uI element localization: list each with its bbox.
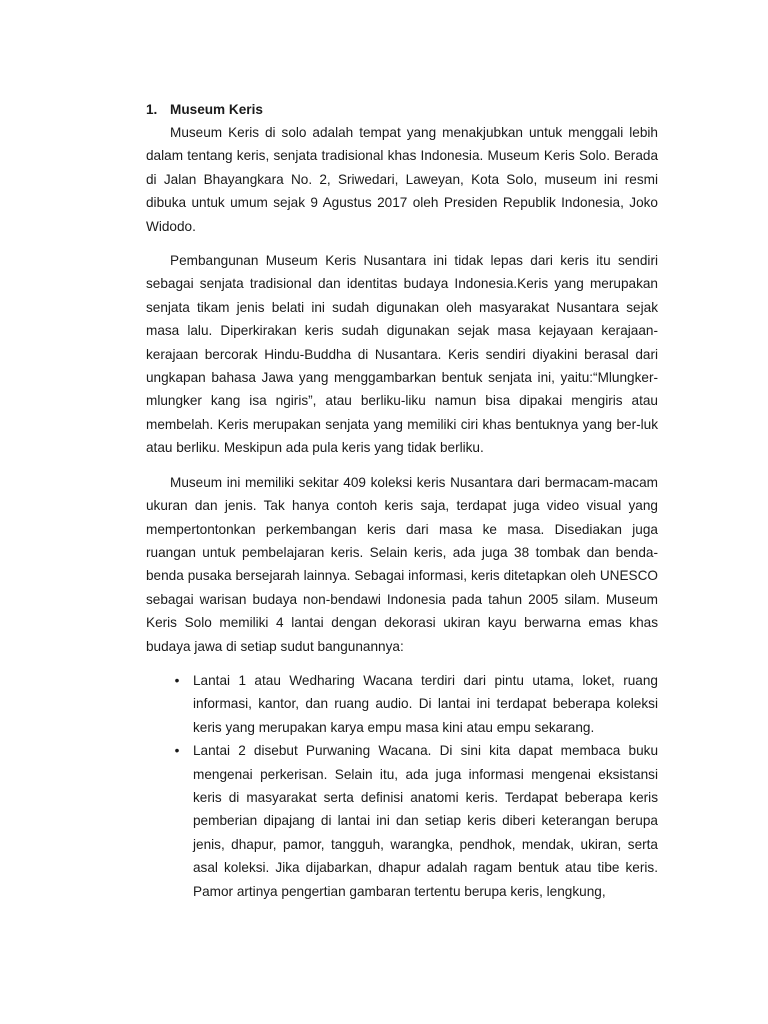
list-item xyxy=(146,669,658,739)
section-number: 1. xyxy=(146,102,158,117)
list-item-text: Lantai 2 disebut Purwaning Wacana. Di sini kita dapat membaca buku mengenai perkerisan. Selain itu, ada juga informasi mengenai eksistansi keris di masyarakat serta definisi anatomi keris. Terdapat beberapa keris pemberian dipajang di lantai ini dan setiap keris diberi keterangan berupa jenis, dhapur, pamor, tangguh, warangka, pendhok, mendak, ukiran, serta asal koleksi. Jika dijabarkan, dhapur adalah ragam bentuk atau tibe keris. Pamor artinya pengertian gambaran tertentu berupa keris, lengkung, xyxy=(193,743,658,899)
document-page xyxy=(146,98,658,903)
list-item-text: Lantai 1 atau Wedharing Wacana terdiri dari pintu utama, loket, ruang informasi, kantor, dan ruang audio. Di lantai ini terdapat beberapa koleksi keris yang merupakan karya empu masa kini atau empu sekarang. xyxy=(193,672,658,735)
paragraph-1: Museum Keris di solo adalah tempat yang menakjubkan untuk menggali lebih dalam tentang keris, senjata tradisional khas Indonesia. Museum Keris Solo. Berada di Jalan Bhayangkara No. 2, Sriwedari, Laweyan, Kota Solo, museum ini resmi dibuka untuk umum sejak 9 Agustus 2017 oleh Presiden Republik Indonesia, Joko Widodo. xyxy=(146,125,658,234)
bullet-icon: • xyxy=(174,743,180,759)
paragraph-2: Pembangunan Museum Keris Nusantara ini tidak lepas dari keris itu sendiri sebagai senjata tradisional dan identitas budaya Indonesia.Keris yang merupakan senjata tikam jenis belati ini sudah digunakan oleh masyarakat Nusantara sejak masa lalu. Diperkirakan keris sudah digunakan sejak masa kejayaan kerajaan-kerajaan bercorak Hindu-Buddha di Nusantara. Keris sendiri diyakini berasal dari ungkapan bahasa Jawa yang menggambarkan bentuk senjata ini, yaitu:“Mlungker-mlungker kang isa ngiris”, atau berliku-liku namun bisa dipakai mengiris atau membelah. Keris merupakan senjata yang memiliki ciri khas bentuknya yang ber-luk atau berliku. Meskipun ada pula keris yang tidak berliku. xyxy=(146,253,658,456)
paragraph-3: Museum ini memiliki sekitar 409 koleksi keris Nusantara dari bermacam-macam ukuran dan jenis. Tak hanya contoh keris saja, terdapat juga video visual yang mempertontonkan perkembangan keris dari masa ke masa. Disediakan juga ruangan untuk pembelajaran keris. Selain keris, ada juga 38 tombak dan benda-benda pusaka bersejarah lainnya. Sebagai informasi, keris ditetapkan oleh UNESCO sebagai warisan budaya non-bendawi Indonesia pada tahun 2005 silam. Museum Keris Solo memiliki 4 lantai dengan dekorasi ukiran kayu berwarna emas khas budaya jawa di setiap sudut bangunannya: xyxy=(146,474,658,654)
bullet-icon: • xyxy=(174,672,180,688)
list-item xyxy=(146,739,658,903)
section-heading xyxy=(146,98,658,121)
section-title: Museum Keris xyxy=(170,102,263,117)
floor-list xyxy=(146,669,658,903)
